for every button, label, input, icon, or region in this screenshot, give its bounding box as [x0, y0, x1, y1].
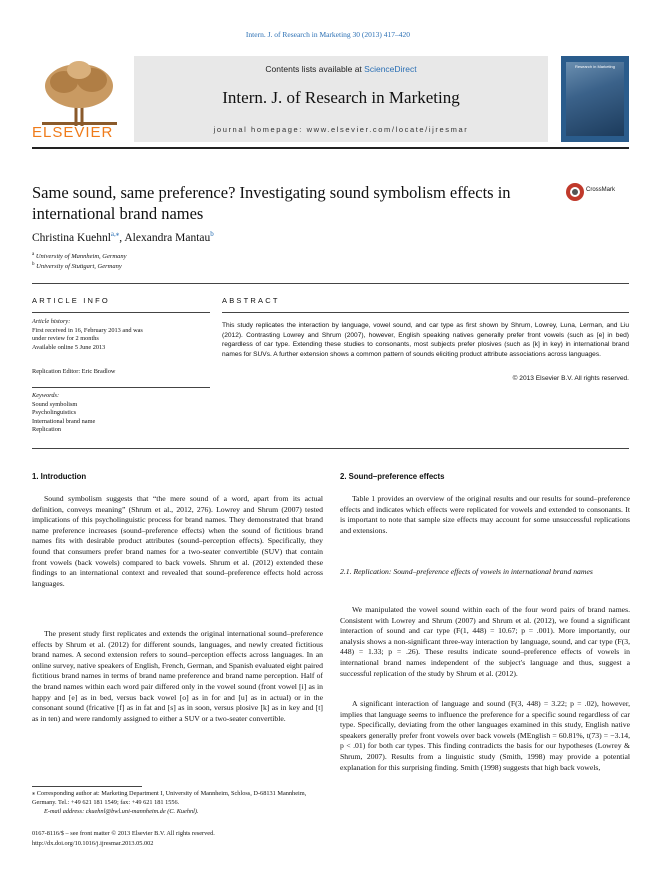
- sciencedirect-link[interactable]: ScienceDirect: [364, 64, 417, 74]
- history-line-2: under review for 2 months: [32, 335, 99, 343]
- keywords: [32, 392, 210, 435]
- abstract-rule: [222, 312, 629, 313]
- author-2-marks[interactable]: b: [210, 230, 214, 238]
- author-1: Christina Kuehnl: [32, 231, 111, 244]
- article-history: [32, 318, 210, 352]
- crossmark-label[interactable]: CrossMark: [586, 187, 616, 193]
- issn-line: 0167-8116/$ – see front matter © 2013 Elsevier B.V. All rights reserved.: [32, 830, 215, 837]
- subsection-paragraph-2: A significant interaction of language and sound (F(3, 448) = 3.22; p = .02), however, implies that language seems to influence the preference for a specific sound regardless of car type. Specifically, deviating from the other languages examined in this study, English native speakers generally prefer front vowels over back vowels (MEnglish = 60.81%, t(73) = −3.14, p < .01) for both car types. This finding contradicts the basis for our hypotheses (Lowrey & Shrum, 2007). Results from a linguistic study (Smith, 1998) may provide a potential explanation for this surprising finding. Smith (1998) suggests that high back vowels,: [340, 699, 630, 772]
- keyword-item: Psycholinguistics: [32, 409, 77, 417]
- journal-title: Intern. J. of Research in Marketing: [222, 88, 460, 107]
- publisher-name: ELSEVIER: [32, 124, 114, 141]
- affiliation-a-mark: a: [32, 252, 35, 257]
- journal-cover-label: Research in Marketing: [574, 64, 616, 69]
- history-line-1: First received in 16, February 2013 and was: [32, 326, 143, 334]
- intro-paragraph-1: Sound symbolism suggests that “the mere sound of a word, apart from its actual definition, conveys meaning” (Shrum et al., 2012, 276). Lowrey and Shrum (2007) tested implications of this psycholinguistic process for brand names. They demonstrated that brand name preference increases (sound–preference effects) when the sound of fictitious brand names fits with desirable product attributes (sound–perception effects). Specifically, they found that consumers prefer brand names for a two-seater convertible (SUV) that contain front vowels (back vowels) compared to back vowels. Shrum et al. (2012) extended these findings to an international context and revealed that sound–preference effects hold across languages.: [32, 494, 323, 588]
- abstract-heading: ABSTRACT: [222, 296, 280, 305]
- corresponding-author-note: ⁎ Corresponding author at: Marketing Department I, University of Mannheim, Schloss, D-68131 Mannheim, Germany. Tel.: +49 621 181 1549; fax: +49 621 181 1556.: [32, 790, 307, 806]
- doi-link[interactable]: http://dx.doi.org/10.1016/j.ijresmar.2013.05.002: [32, 840, 154, 847]
- affiliation-b: [32, 262, 122, 270]
- title-line-2: international brand names: [32, 204, 204, 223]
- keywords-rule: [32, 387, 210, 388]
- crossmark-icon[interactable]: [565, 182, 585, 202]
- author-line: [32, 230, 214, 244]
- section-heading-sound-preference: 2. Sound–preference effects: [340, 472, 445, 481]
- info-rule: [32, 312, 210, 313]
- history-line-3: Available online 5 June 2013: [32, 343, 106, 351]
- author-2: , Alexandra Mantau: [119, 231, 211, 244]
- article-info-heading: ARTICLE INFO: [32, 296, 110, 305]
- affiliation-b-mark: b: [32, 262, 35, 267]
- affiliation-a: [32, 252, 126, 260]
- keyword-item: Replication: [32, 426, 62, 434]
- abstract-copyright: © 2013 Elsevier B.V. All rights reserved.: [512, 375, 629, 382]
- article-title: [32, 182, 552, 224]
- keyword-item: International brand name: [32, 417, 96, 425]
- section-heading-introduction: 1. Introduction: [32, 472, 87, 481]
- footnote-rule: [32, 786, 142, 787]
- journal-cover-image: [566, 62, 624, 136]
- section2-paragraph-1: Table 1 provides an overview of the original results and our results for sound–preference effects and indicates which effects were replicated for vowels and extended to consonants. It is important to note that sample size effects may account for some unsuccessful replications and extensions.: [340, 494, 630, 535]
- title-line-1: Same sound, same preference? Investigating sound symbolism effects in: [32, 183, 511, 202]
- intro-paragraph-2: The present study first replicates and extends the original international sound–preference effects by Shrum et al. (2012) for different sounds, languages, and newly created fictitious brand names. A second extension refers to sound–perception effects across languages. In an online survey, native speakers of English, French, German, and Spanish evaluated eight paired fictitious brand names in terms of brand name preference and brand name perception. Half of the brand names within each word pair differed only in the vowel sound (front vowel [i] as in happy and [e] as in bed, versus back vowel [o] as in for and [u] as in actual) or in the consonant sound (fricative [f] as in fat and [s] as in soon, versus plosive [k] as in key and [t] as in ten) and were randomly assigned to either a SUV or a two-seater convertible.: [32, 629, 323, 723]
- history-label: Article history:: [32, 318, 71, 325]
- contents-prefix: Contents lists available at: [265, 64, 365, 74]
- replication-editor: Replication Editor: Eric Bradlow: [32, 368, 116, 375]
- journal-reference[interactable]: Intern. J. of Research in Marketing 30 (2013) 417–420: [245, 30, 411, 39]
- subsection-paragraph-1: We manipulated the vowel sound within each of the four word pairs of brand names. Consistent with Lowrey and Shrum (2007) and Shrum et al. (2012), we found a significant interaction of sound and car type (F(1, 448) = 10.67; p = .001). More importantly, our analysis shows a non-significant three-way interaction by language, sound, and car type (F(3, 448) = 1.33; p = .26). These results indicate sound–preference effects of vowels in international brand names independent of the subject's language and thus, suggest a successful replication of the study by Shrum et al. (2012).: [340, 605, 630, 678]
- contents-line: [134, 64, 548, 74]
- author-1-marks[interactable]: a,⁎: [110, 230, 120, 238]
- abstract-text: This study replicates the interaction by language, vowel sound, and car type as first shown by Shrum, Lowrey, Luna, Lerman, and Liu (2012). Contrasting Lowrey and Shrum (2007), however, English speaking natives generally prefer front vowels (such as [e] in bed) regardless of car type. Extending these studies to consonants, most subjects prefer plosives (such as [k] in key) in international brand names for SUVs. A further extension shows a common pattern of sounds eliciting product attribute associations across languages.: [222, 322, 629, 359]
- abstract-bottom-rule: [32, 448, 629, 449]
- top-rule: [32, 283, 629, 284]
- elsevier-tree-logo: [32, 56, 127, 134]
- header-divider: [32, 147, 629, 149]
- journal-homepage[interactable]: journal homepage: www.elsevier.com/locate/ijresmar: [213, 125, 469, 134]
- keyword-item: Sound symbolism: [32, 400, 78, 408]
- subsection-heading-2-1: 2.1. Replication: Sound–preference effects of vowels in international brand names: [340, 567, 593, 576]
- keywords-label: Keywords:: [32, 392, 60, 399]
- email-note[interactable]: E-mail address: ckuehnl@bwl.uni-mannheim.de (C. Kuehnl).: [44, 808, 199, 815]
- affiliation-b-text: University of Stuttgart, Germany: [36, 263, 122, 271]
- affiliation-a-text: University of Mannheim, Germany: [35, 253, 127, 261]
